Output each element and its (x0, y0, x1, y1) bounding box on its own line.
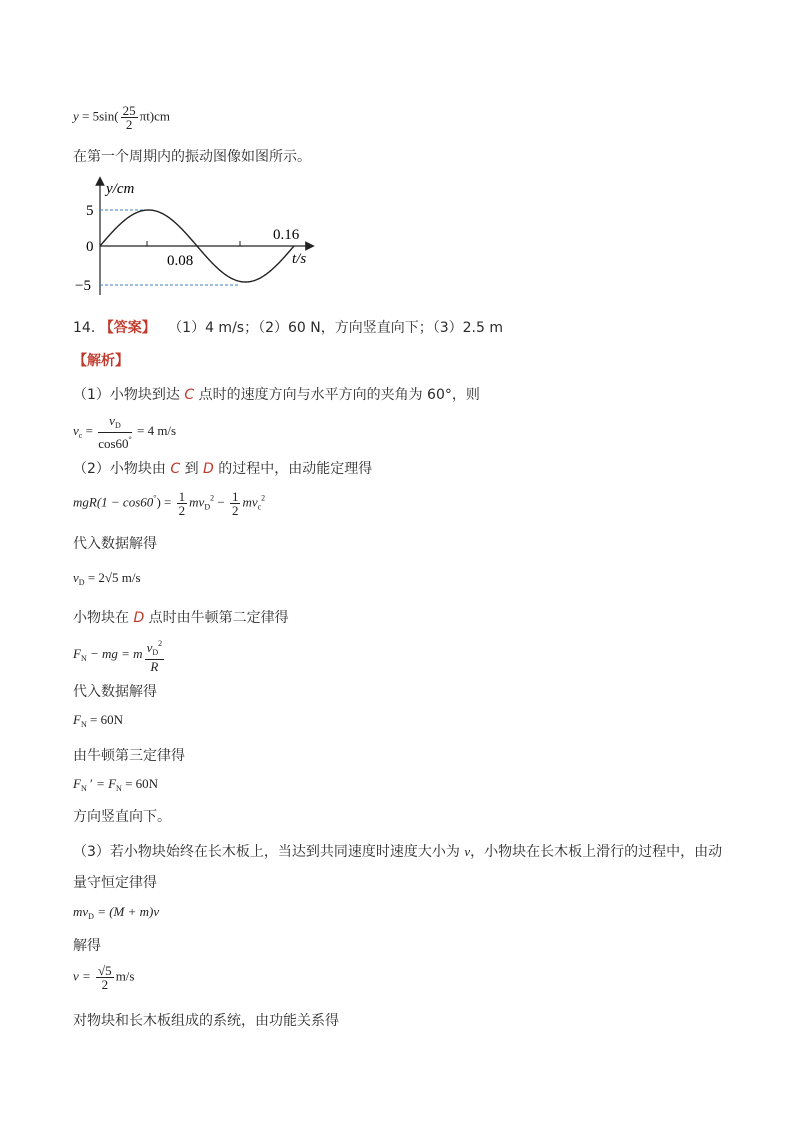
equation-y (73, 104, 170, 131)
eq1-num: v (109, 413, 115, 428)
para-5: 方向竖直向下。 (73, 809, 171, 825)
eq8-fraction (96, 964, 114, 991)
equation-7 (73, 904, 159, 921)
p2-mid: 到 (180, 461, 204, 477)
equation-5 (73, 712, 123, 729)
eq8-num: √5 (98, 963, 112, 978)
eq2-two1: 2 (178, 503, 186, 518)
eq8-lhs: v = (73, 968, 95, 984)
eq4-sub: N (80, 653, 87, 663)
eq5-sub: N (80, 720, 87, 729)
eq1-eq: = (82, 422, 97, 438)
analysis-tag: 【解析】 (73, 353, 129, 369)
eq2-lhs: mgR(1 − cos60 (73, 494, 154, 510)
p3-point-d: D (133, 610, 145, 626)
para-2 (73, 458, 372, 478)
eq1-den-sup: ° (128, 435, 132, 444)
eq1-fraction (98, 414, 132, 450)
p3-post: 点时由牛顿第二定律得 (144, 610, 289, 626)
eq2-two2: 2 (231, 503, 239, 518)
p6a-v: v (464, 844, 471, 859)
p1-point-c: C (184, 387, 195, 403)
p3-pre: 小物块在 (73, 610, 134, 626)
para-3 (73, 607, 289, 627)
eq7-sub: D (88, 912, 94, 921)
eq4-fraction (145, 637, 165, 673)
para-6a (73, 841, 722, 861)
para-1 (73, 384, 480, 404)
sub-text-2: 代入数据解得 (73, 684, 157, 700)
eq2-close: ) = (156, 494, 175, 510)
eq2-c-sub: c (257, 502, 262, 512)
eq2-sq2: 2 (261, 493, 266, 503)
eq-y-num: 25 (122, 103, 136, 118)
equation-4 (73, 637, 166, 673)
q14-answer-line (73, 317, 503, 337)
eq6-sub2: N (116, 784, 122, 793)
eq2-half1: 1 (178, 489, 186, 504)
eq2-sq1: 2 (210, 493, 215, 503)
eq-y-tail: πt)cm (139, 108, 171, 124)
eq6-prime: ′ (86, 776, 93, 791)
eq6-rhs: = 60N (121, 776, 159, 791)
eq-y-fraction (121, 104, 138, 131)
eq7-lhs: mv (73, 904, 89, 919)
eq2-mvc: mv (242, 494, 258, 510)
eq4-den: R (150, 659, 159, 674)
equation-1 (73, 414, 176, 450)
para-6b: 量守恒定律得 (73, 875, 157, 891)
eq2-minus: − (214, 494, 228, 510)
eq-y-den: 2 (125, 117, 133, 132)
eq4-mid: − mg = m (86, 645, 143, 661)
eq2-deg: ° (153, 493, 157, 503)
eq4-num-sup: 2 (158, 639, 163, 648)
p1-post: 点时的速度方向与水平方向的夹角为 60°，则 (194, 387, 480, 403)
x-tick-016: 0.16 (273, 227, 300, 243)
vibration-chart (70, 175, 320, 300)
eq4-num: v (146, 640, 153, 655)
answer-text: （1）4 m/s；（2）60 N，方向竖直向下；（3）2.5 m (168, 320, 503, 336)
eq6-eq: = F (92, 776, 117, 791)
eq7-rhs: = (M + m)v (93, 904, 160, 919)
q14-number: 14. (73, 320, 96, 336)
eq2-mvd: mv (189, 494, 205, 510)
y-tick-neg5: −5 (75, 278, 91, 294)
eq5-rhs: = 60N (86, 712, 123, 727)
sub-text-1: 代入数据解得 (73, 536, 157, 552)
eq3-lhs: v (73, 570, 79, 585)
para-7: 解得 (73, 938, 101, 954)
p2-post: 的过程中，由动能定理得 (213, 461, 373, 477)
y-tick-5: 5 (86, 203, 94, 219)
eq4-num-sub: D (152, 648, 159, 657)
p2-point-c: C (170, 461, 181, 477)
y-tick-0: 0 (86, 239, 94, 255)
para-4: 由牛顿第三定律得 (73, 748, 185, 764)
p6a-pre: （3）若小物块始终在长木板上，当达到共同速度时速度大小为 (73, 844, 465, 860)
p1-pre: （1）小物块到达 (73, 387, 185, 403)
eq1-den: cos60 (98, 436, 129, 451)
eq1-num-sub: D (114, 421, 121, 430)
eq3-rhs: = 2√5 m/s (84, 570, 141, 585)
eq8-den: 2 (101, 977, 109, 992)
eq-y-eq: = 5sin( (78, 108, 119, 124)
period-text: 在第一个周期内的振动图像如图所示。 (73, 149, 311, 165)
eq3-sub: D (78, 578, 85, 587)
equation-6 (73, 776, 158, 793)
eq4-lhs: F (73, 645, 81, 661)
eq1-rhs: = 4 m/s (133, 422, 177, 438)
equation-3 (73, 570, 141, 587)
x-tick-008: 0.08 (167, 253, 194, 269)
p2-pre: （2）小物块由 (73, 461, 171, 477)
eq2-frac1 (177, 490, 188, 517)
eq8-unit: m/s (115, 968, 135, 984)
eq1-lhs-sub: c (78, 430, 83, 440)
answer-tag: 【答案】 (99, 320, 156, 336)
p2-point-d: D (203, 461, 214, 477)
eq-y-lhs: y (73, 108, 79, 124)
eq1-lhs: v (73, 422, 79, 438)
x-axis-label: t/s (292, 251, 307, 267)
eq2-frac2 (230, 490, 241, 517)
eq2-d-sub: D (204, 502, 211, 512)
eq6-lhs: F (73, 776, 81, 791)
eq5-lhs: F (73, 712, 81, 727)
equation-2 (73, 490, 265, 517)
y-axis-label: y/cm (106, 181, 135, 197)
eq2-half2: 1 (231, 489, 239, 504)
para-8: 对物块和长木板组成的系统，由功能关系得 (73, 1013, 339, 1029)
eq6-sub: N (80, 784, 87, 793)
p6a-post: ，小物块在长木板上滑行的过程中，由动 (470, 844, 723, 860)
equation-8 (73, 964, 134, 991)
